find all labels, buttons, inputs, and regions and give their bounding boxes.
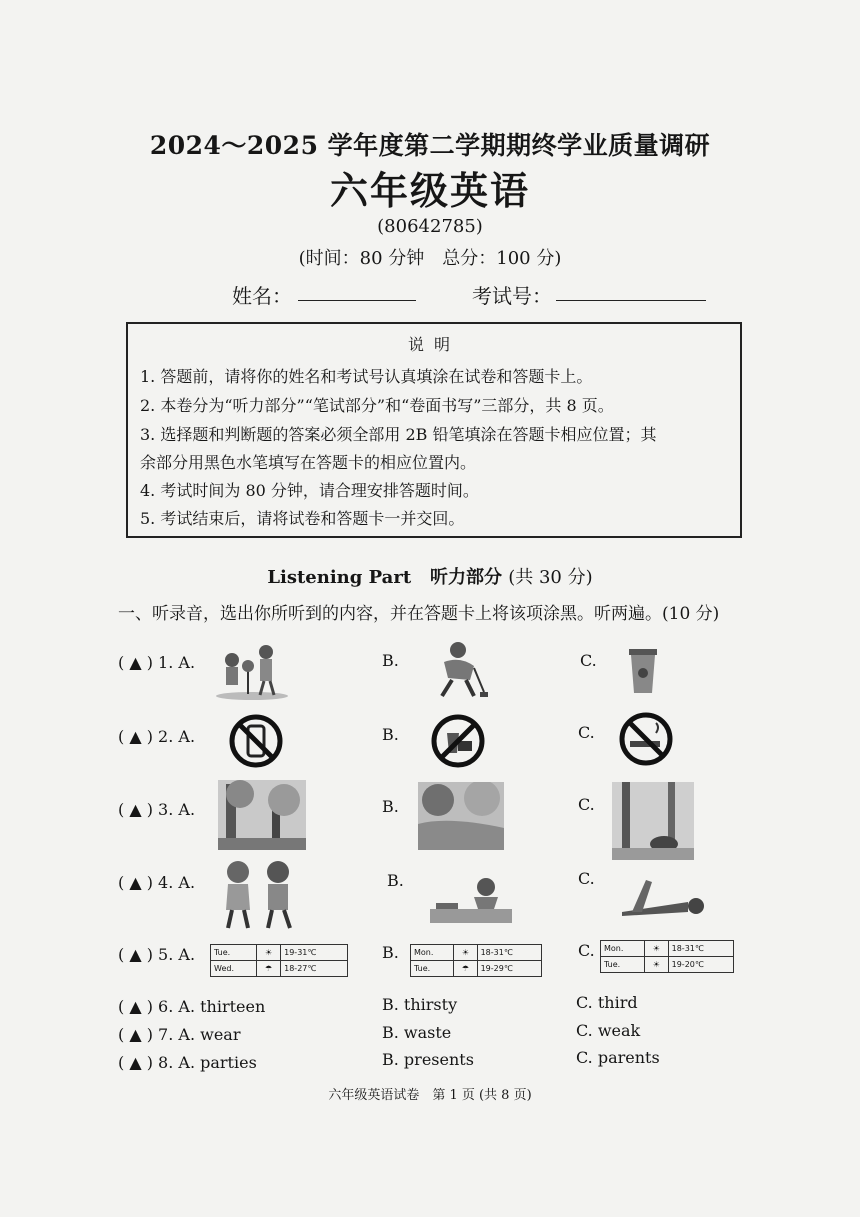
- trash-bin-picture[interactable]: [626, 645, 660, 695]
- time-info: (时间：80 分钟 总分：100 分): [298, 248, 562, 269]
- question-3-option-b: B.: [382, 797, 399, 816]
- table-row: [211, 945, 348, 961]
- subject-title: 六年级英语: [329, 168, 530, 213]
- question-7-label: ( ▲ ) 7. A. wear: [118, 1025, 241, 1044]
- question-5-option-b: B.: [382, 943, 399, 962]
- rule-item: 2. 本卷分为“听力部分”“笔试部分”和“卷面书写”三部分，共 8 页。: [140, 396, 614, 415]
- instructions-box: [126, 322, 742, 538]
- exam-number-label: 考试号：: [472, 284, 552, 308]
- hedgehog-scene-picture[interactable]: [612, 782, 694, 860]
- question-8-option-c: C. parents: [576, 1048, 660, 1067]
- rule-item: 1. 答题前，请将你的姓名和考试号认真填涂在试卷和答题卡上。: [140, 367, 593, 386]
- table-row: [411, 961, 542, 977]
- weather-table-a[interactable]: [210, 944, 348, 977]
- question-4-option-b: B.: [387, 871, 404, 890]
- riverside-scene-picture[interactable]: [418, 782, 504, 850]
- table-row: [211, 961, 348, 977]
- rule-item: 3. 选择题和判断题的答案必须全部用 2B 铅笔填涂在答题卡相应位置；其: [140, 425, 657, 444]
- section-title-cn: 听力部分: [429, 567, 502, 588]
- section-score: (共 30 分): [508, 567, 593, 588]
- exam-number-field[interactable]: [556, 300, 706, 301]
- question-3-option-c: C.: [578, 795, 595, 814]
- temp-cell: 19-20℃: [668, 957, 733, 973]
- rule-item: 余部分用黑色水笔填写在答题卡的相应位置内。: [140, 453, 477, 472]
- page-footer: 六年级英语试卷 第 1 页 (共 8 页): [328, 1088, 532, 1103]
- question-2-option-b: B.: [382, 725, 399, 744]
- table-row: [601, 957, 734, 973]
- question-1-label: ( ▲ ) 1. A.: [118, 653, 196, 672]
- temp-cell: 18-27℃: [281, 961, 348, 977]
- no-phone-sign-icon[interactable]: [228, 713, 284, 769]
- question-4-option-c: C.: [578, 869, 595, 888]
- temp-cell: 18-31℃: [477, 945, 541, 961]
- name-field[interactable]: [298, 300, 416, 301]
- temp-cell: 18-31℃: [668, 941, 733, 957]
- weather-table-b[interactable]: [410, 944, 542, 977]
- question-3-label: ( ▲ ) 3. A.: [118, 800, 196, 819]
- rain-cloud-icon: ☂: [256, 961, 280, 977]
- sun-icon: ☀: [645, 941, 669, 957]
- question-8-option-b: B. presents: [382, 1050, 474, 1069]
- day-cell: Tue.: [601, 957, 645, 973]
- two-children-picture[interactable]: [214, 858, 304, 932]
- name-label: 姓名：: [232, 284, 292, 308]
- no-smoking-sign-icon[interactable]: [618, 711, 674, 767]
- table-row: [411, 945, 542, 961]
- girl-lying-down-picture[interactable]: [612, 872, 708, 918]
- question-1-option-c: C.: [580, 651, 597, 670]
- day-cell: Mon.: [601, 941, 645, 957]
- question-8-label: ( ▲ ) 8. A. parties: [118, 1053, 257, 1072]
- section-heading: [0, 563, 860, 589]
- exam-code: (80642785): [377, 216, 483, 237]
- question-6-option-b: B. thirsty: [382, 995, 458, 1014]
- exam-title: 2024～2025 学年度第二学期期终学业质量调研: [149, 131, 711, 160]
- table-row: [601, 941, 734, 957]
- forest-scene-picture[interactable]: [218, 780, 306, 850]
- question-5-label: ( ▲ ) 5. A.: [118, 945, 196, 964]
- question-5-option-c: C.: [578, 941, 595, 960]
- day-cell: Tue.: [211, 945, 257, 961]
- question-6-option-c: C. third: [576, 993, 638, 1012]
- no-food-drink-sign-icon[interactable]: [430, 713, 486, 769]
- sun-icon: ☀: [454, 945, 477, 961]
- rain-cloud-icon: ☂: [454, 961, 477, 977]
- temp-cell: 19-29℃: [477, 961, 541, 977]
- sun-icon: ☀: [645, 957, 669, 973]
- instructions-title: 说明: [407, 335, 460, 354]
- sun-icon: ☀: [256, 945, 280, 961]
- picking-up-litter-picture[interactable]: [430, 640, 494, 702]
- question-2-label: ( ▲ ) 2. A.: [118, 727, 196, 746]
- section-instruction: 一、听录音，选出你所听到的内容，并在答题卡上将该项涂黑。听两遍。(10 分): [118, 604, 720, 624]
- tired-student-picture[interactable]: [428, 875, 514, 925]
- section-title-en: Listening Part: [267, 567, 412, 588]
- planting-trees-picture[interactable]: [212, 640, 294, 702]
- day-cell: Mon.: [411, 945, 454, 961]
- question-2-option-c: C.: [578, 723, 595, 742]
- rule-item: 4. 考试时间为 80 分钟，请合理安排答题时间。: [140, 481, 479, 500]
- day-cell: Tue.: [411, 961, 454, 977]
- rule-item: 5. 考试结束后，请将试卷和答题卡一并交回。: [140, 509, 465, 528]
- question-7-option-c: C. weak: [576, 1021, 641, 1040]
- day-cell: Wed.: [211, 961, 257, 977]
- weather-table-c[interactable]: [600, 940, 734, 973]
- question-6-label: ( ▲ ) 6. A. thirteen: [118, 997, 266, 1016]
- question-4-label: ( ▲ ) 4. A.: [118, 873, 196, 892]
- question-7-option-b: B. waste: [382, 1023, 452, 1042]
- question-1-option-b: B.: [382, 651, 399, 670]
- temp-cell: 19-31℃: [281, 945, 348, 961]
